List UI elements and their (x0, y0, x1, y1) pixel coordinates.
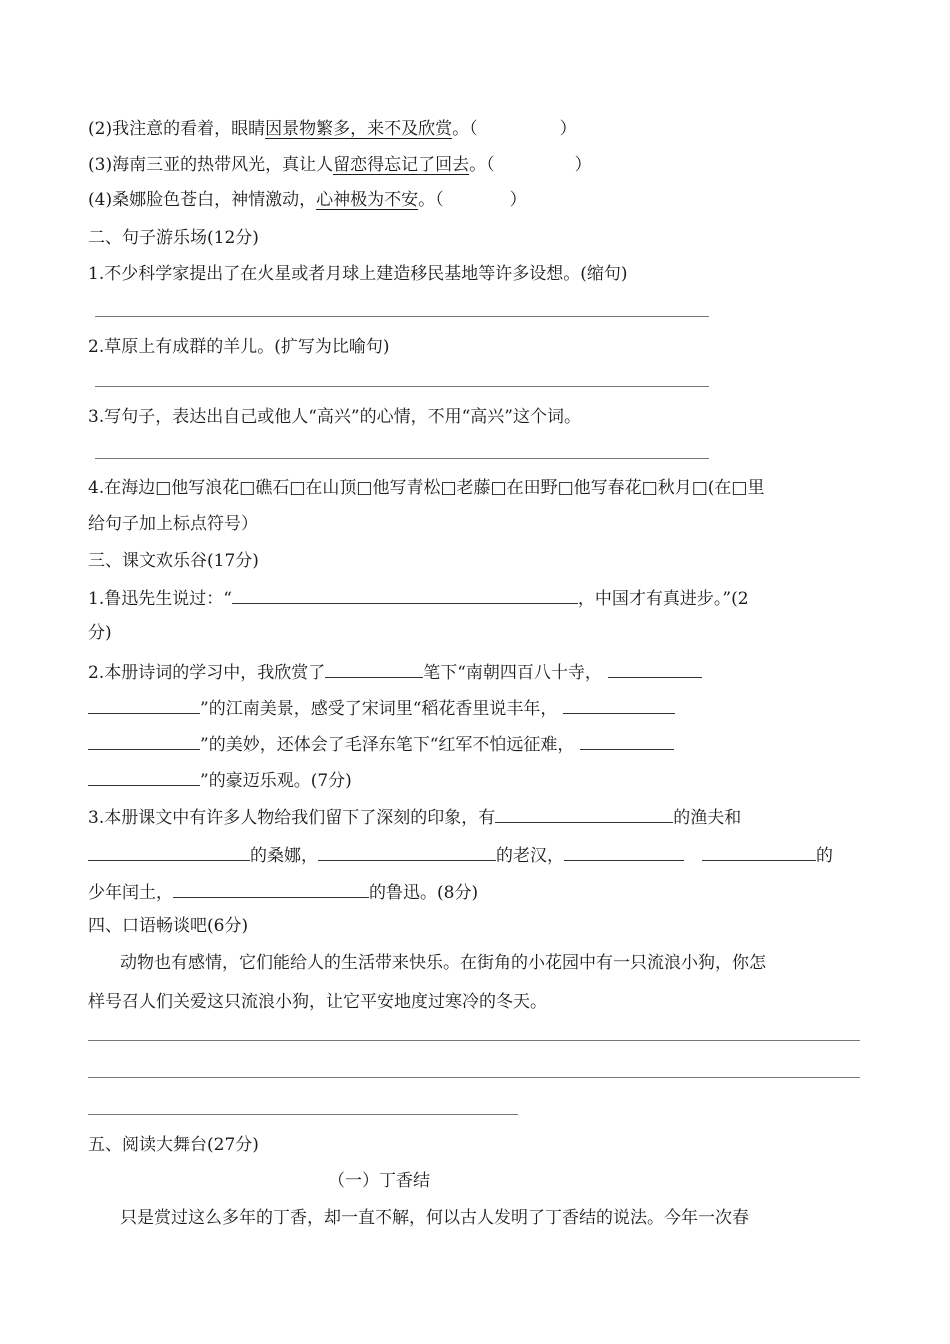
fill-blank[interactable] (563, 695, 675, 714)
section-5-title: 五、阅读大舞台(27分) (88, 1135, 259, 1155)
answer-line[interactable] (88, 1077, 860, 1078)
answer-line[interactable] (95, 316, 709, 317)
s4-prompt-line2: 样号召人们关爱这只流浪小狗，让它平安地度过寒冷的冬天。 (88, 992, 547, 1012)
question-2: (2)我注意的看着，眼睛因景物繁多，来不及欣赏。（ ） (88, 119, 577, 139)
s2-question-4-line1: 4.在海边□他写浪花□礁石□在山顶□他写青松□老藤□在田野□他写春花□秋月□(在□里 (88, 478, 765, 498)
s2-question-4-line2: 给句子加上标点符号） (88, 514, 258, 534)
fill-blank[interactable] (580, 731, 674, 750)
s3-question-2-line1: 2.本册诗词的学习中，我欣赏了 笔下“南朝四百八十寺， (88, 659, 702, 685)
underlined-phrase: 心神极为不安 (316, 190, 419, 210)
fill-blank[interactable] (88, 695, 200, 714)
s3-question-1: 1.鲁迅先生说过：“ ，中国才有真进步。”(2 (88, 585, 749, 611)
s4-prompt-line1: 动物也有感情，它们能给人的生活带来快乐。在街角的小花园中有一只流浪小狗，你怎 (120, 953, 766, 973)
question-4: (4)桑娜脸色苍白，神情激动，心神极为不安。（ ） (88, 190, 527, 210)
s3-question-2-line4: ”的豪迈乐观。(7分) (88, 767, 352, 793)
underlined-phrase: 因景物繁多，来不及欣赏 (265, 119, 453, 139)
fill-blank[interactable] (88, 731, 200, 750)
answer-line[interactable] (88, 1040, 860, 1041)
question-3: (3)海南三亚的热带风光，真让人留恋得忘记了回去。（ ） (88, 155, 592, 175)
s2-question-3: 3.写句子，表达出自己或他人“高兴”的心情，不用“高兴”这个词。 (88, 407, 581, 427)
s3-question-3-line1: 3.本册课文中有许多人物给我们留下了深刻的印象，有 的渔夫和 (88, 804, 741, 830)
fill-blank[interactable] (564, 842, 684, 861)
fill-blank[interactable] (702, 842, 816, 861)
fill-blank[interactable] (608, 659, 702, 678)
s3-question-2-line3: ”的美妙，还体会了毛泽东笔下“红军不怕远征难， (88, 731, 674, 757)
section-4-title: 四、口语畅谈吧(6分) (88, 916, 249, 936)
s2-question-2: 2.草原上有成群的羊儿。(扩写为比喻句) (88, 337, 390, 357)
section-3-title: 三、课文欢乐谷(17分) (88, 551, 259, 571)
reading-subtitle: （一）丁香结 (328, 1171, 430, 1191)
underlined-phrase: 留恋得忘记了回去 (333, 155, 470, 175)
fill-blank[interactable] (88, 767, 200, 786)
fill-blank[interactable] (318, 842, 496, 861)
fill-blank[interactable] (495, 804, 673, 823)
answer-line[interactable] (95, 458, 709, 459)
reading-text-line1: 只是赏过这么多年的丁香，却一直不解，何以古人发明了丁香结的说法。今年一次春 (120, 1208, 749, 1228)
fill-blank[interactable] (173, 879, 369, 898)
s3-question-3-line2: 的桑娜， 的老汉， 的 (88, 842, 833, 868)
s3-question-2-line2: ”的江南美景，感受了宋词里“稻花香里说丰年， (88, 695, 675, 721)
answer-line[interactable] (88, 1114, 518, 1115)
fill-blank[interactable] (88, 842, 250, 861)
section-2-title: 二、句子游乐场(12分) (88, 228, 259, 248)
answer-line[interactable] (95, 386, 709, 387)
fill-blank[interactable] (325, 659, 423, 678)
fill-blank[interactable] (232, 585, 578, 604)
s3-question-1-line2: 分) (88, 623, 112, 643)
s2-question-1: 1.不少科学家提出了在火星或者月球上建造移民基地等许多设想。(缩句) (88, 264, 628, 284)
s3-question-3-line3: 少年闰土， 的鲁迅。(8分) (88, 879, 478, 905)
